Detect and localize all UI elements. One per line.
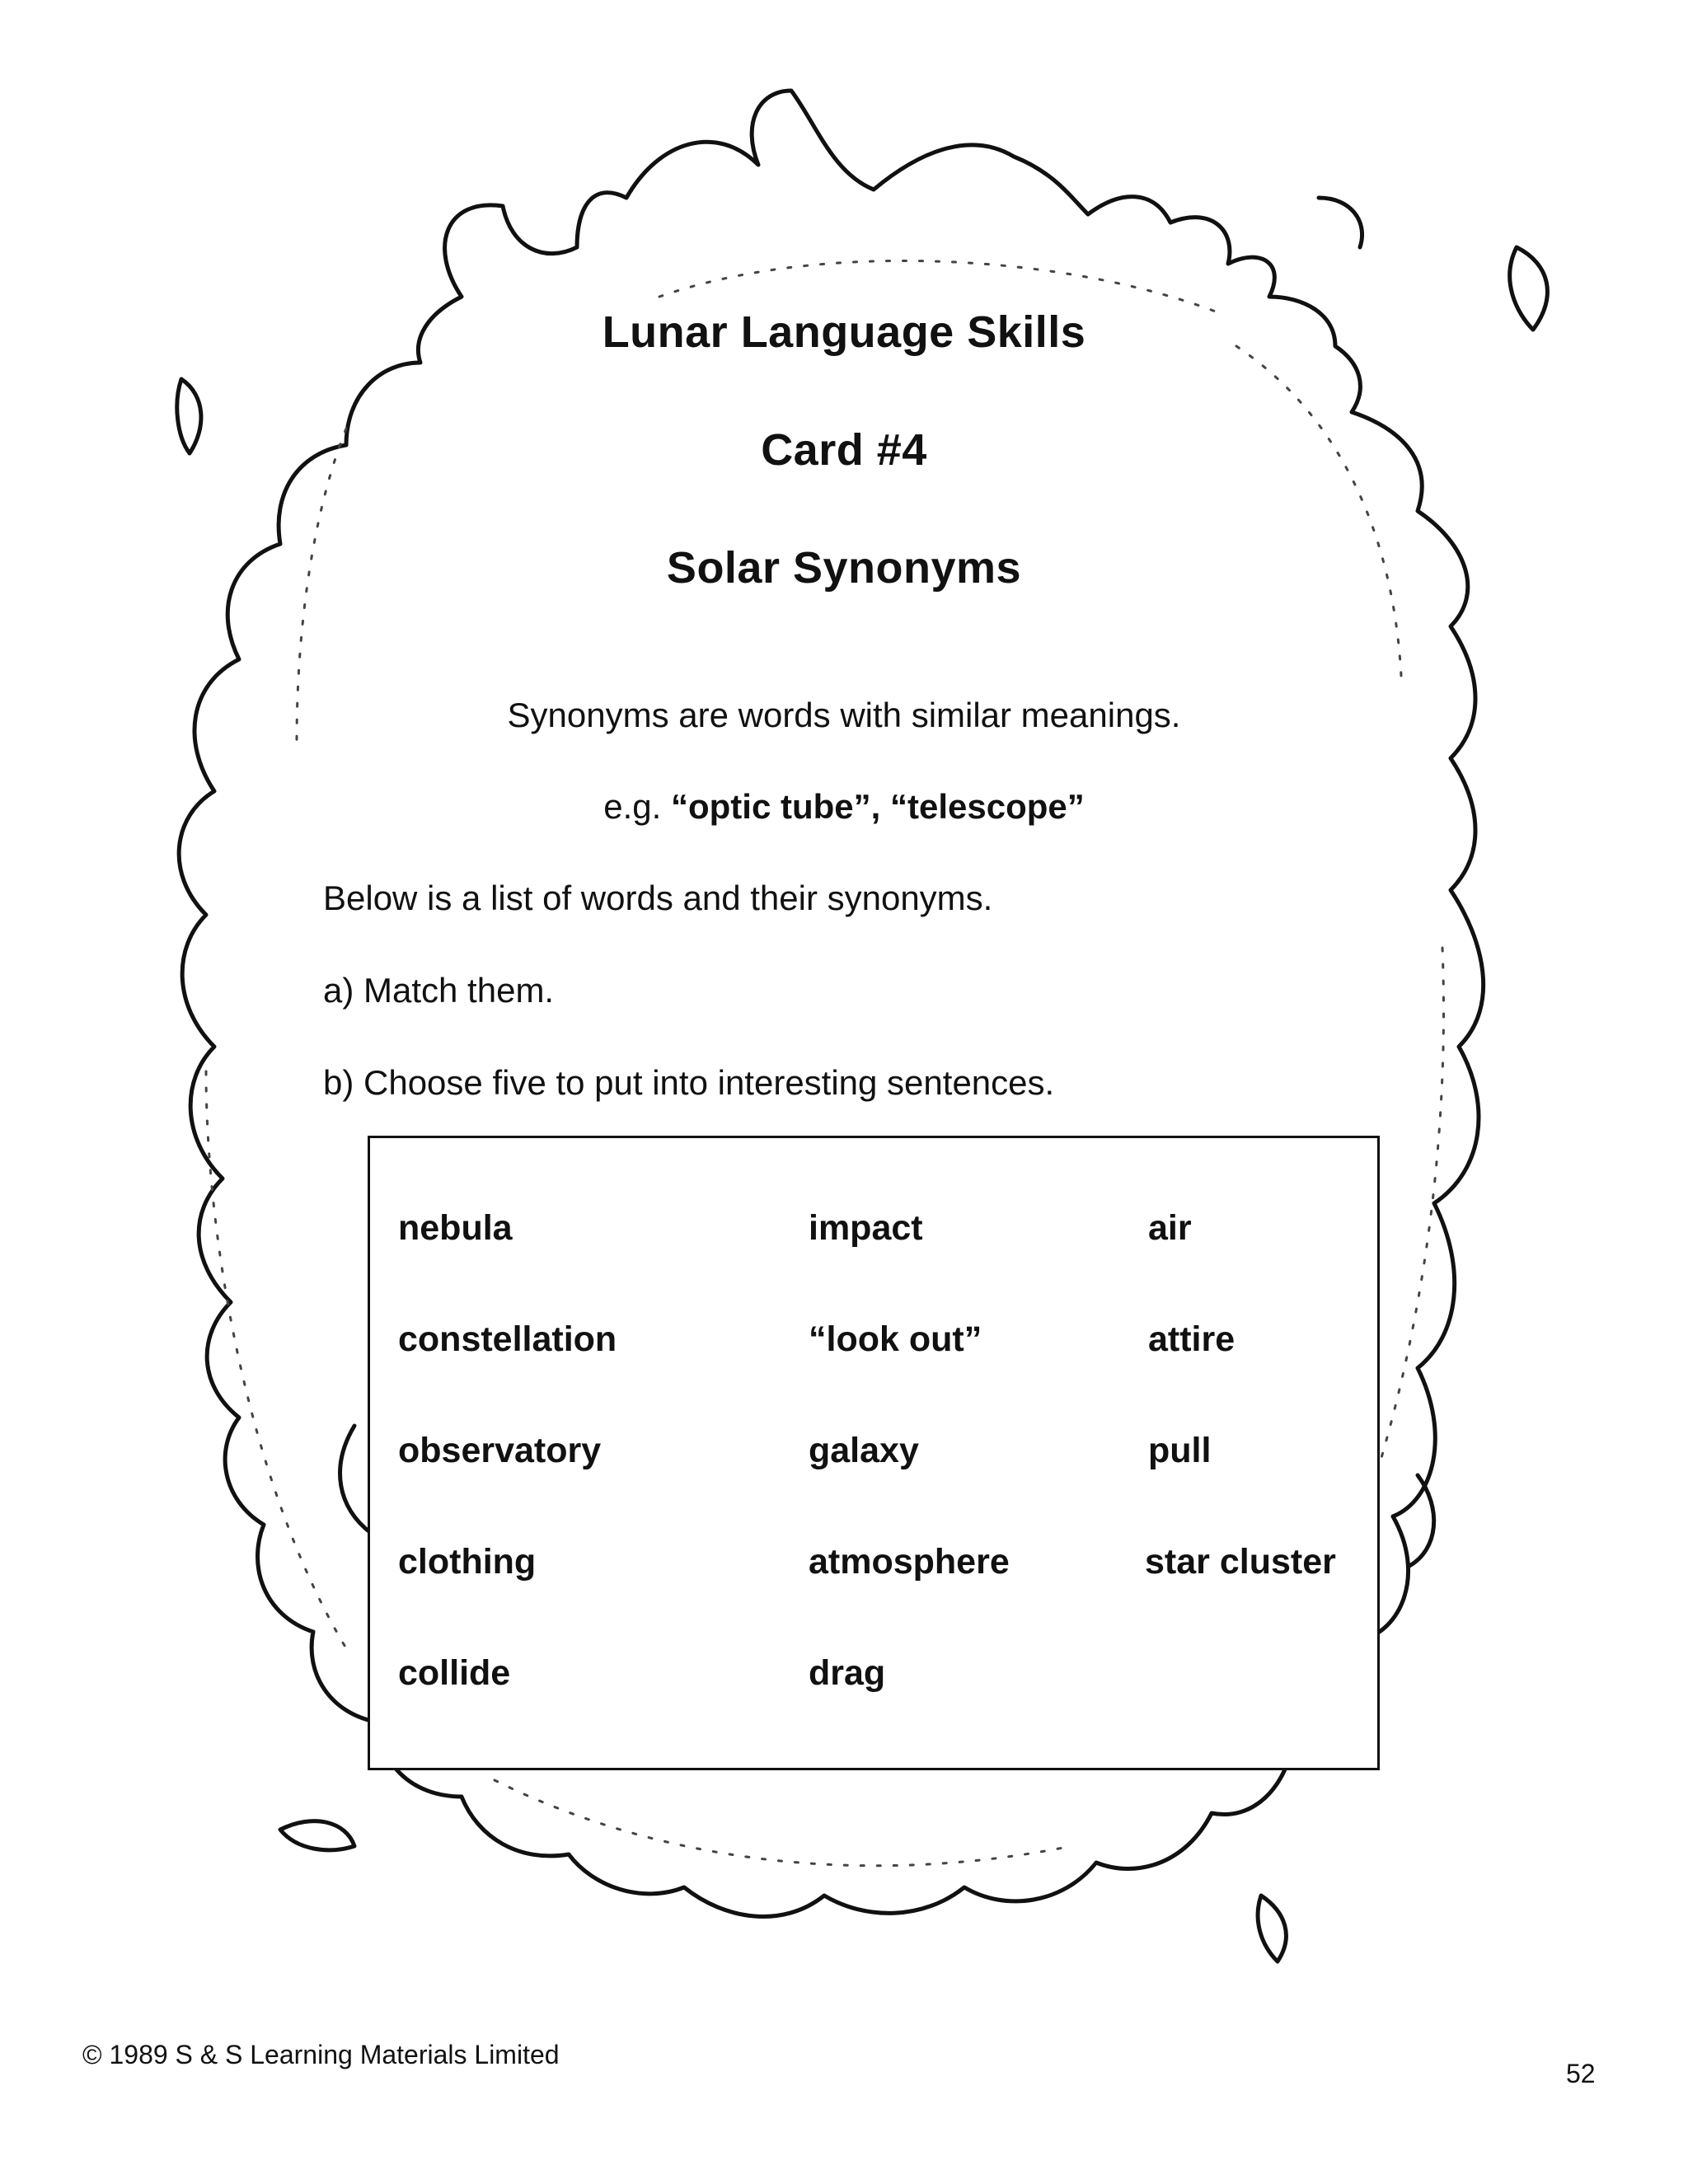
example-line — [0, 787, 1688, 827]
page-number: 52 — [1566, 2059, 1596, 2088]
example-word-1: “optic tube”, — [670, 787, 881, 826]
intro-line: Below is a list of words and their synonyms. — [323, 879, 993, 917]
list-item: air — [1148, 1208, 1192, 1248]
copyright-text: © 1989 S & S Learning Materials Limited — [82, 2040, 560, 2069]
list-item: clothing — [398, 1542, 537, 1582]
list-item: observatory — [398, 1431, 602, 1470]
task-a: a) Match them. — [323, 971, 555, 1010]
list-item: constellation — [398, 1319, 617, 1359]
list-item: galaxy — [809, 1431, 919, 1470]
definition-line: Synonyms are words with similar meanings. — [507, 696, 1181, 734]
list-item: pull — [1148, 1431, 1212, 1470]
example-prefix: e.g. — [603, 787, 662, 826]
card-title: Lunar Language Skills — [602, 307, 1086, 357]
word-list-box — [368, 1136, 1380, 1770]
list-item: “look out” — [809, 1319, 982, 1359]
list-item: collide — [398, 1653, 511, 1693]
card-subtitle: Solar Synonyms — [666, 543, 1022, 593]
list-item: drag — [809, 1653, 886, 1693]
list-item: impact — [809, 1208, 923, 1248]
list-item: atmosphere — [809, 1542, 1010, 1582]
task-b: b) Choose five to put into interesting sentences. — [323, 1063, 1055, 1102]
list-item: star cluster — [1145, 1542, 1336, 1582]
example-word-2: “telescope” — [889, 787, 1085, 826]
card-number: Card #4 — [761, 425, 927, 475]
list-item: attire — [1148, 1319, 1236, 1359]
list-item: nebula — [398, 1208, 513, 1248]
